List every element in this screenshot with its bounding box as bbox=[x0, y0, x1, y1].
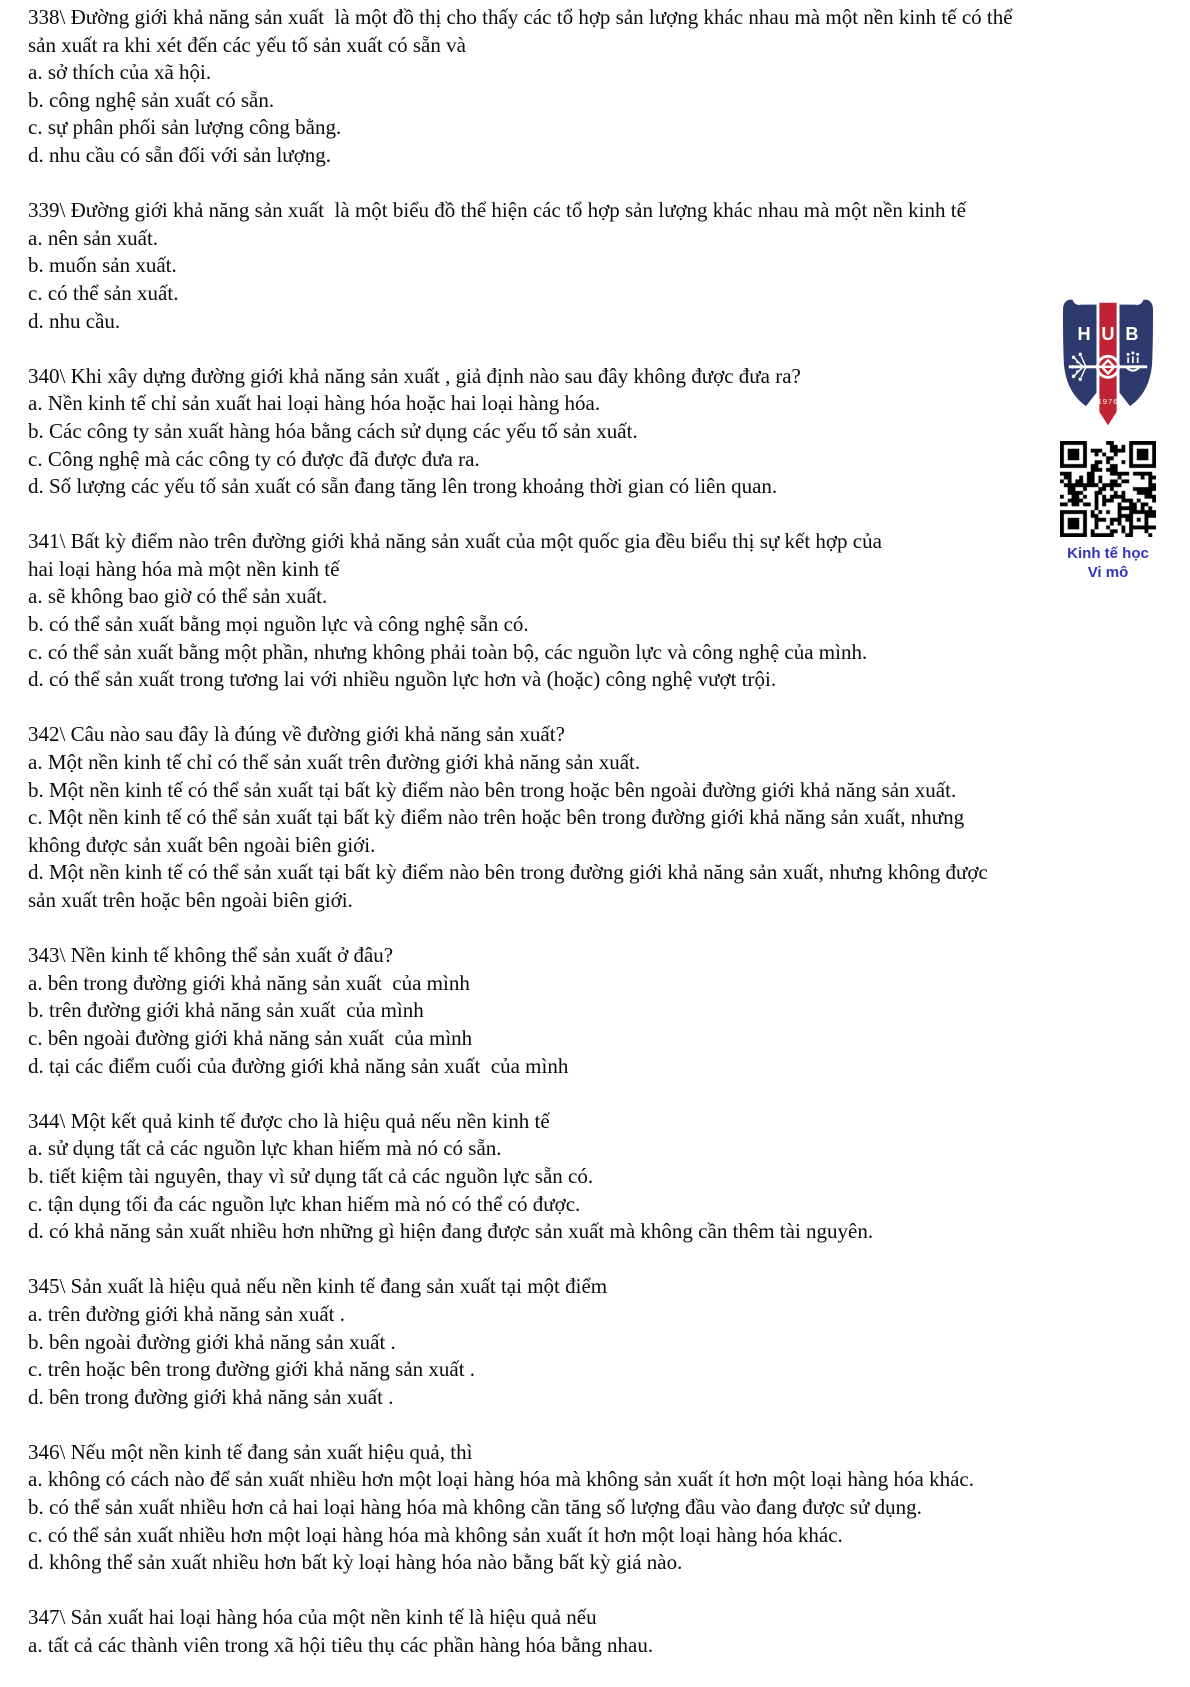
question-343 bbox=[28, 942, 1178, 1080]
text-line: a. Nền kinh tế chỉ sản xuất hai loại hàng hóa hoặc hai loại hàng hóa. bbox=[28, 391, 601, 416]
qr-caption bbox=[1056, 544, 1160, 582]
text-line: 345\ Sản xuất là hiệu quả nếu nền kinh tế đang sản xuất tại một điểm bbox=[28, 1274, 608, 1299]
text-line: a. tất cả các thành viên trong xã hội tiêu thụ các phần hàng hóa bằng nhau. bbox=[28, 1633, 654, 1658]
text-line: 343\ Nền kinh tế không thể sản xuất ở đâu? bbox=[28, 943, 394, 968]
text-line: 344\ Một kết quả kinh tế được cho là hiệu quả nếu nền kinh tế bbox=[28, 1108, 550, 1133]
text-line: a. sở thích của xã hội. bbox=[28, 60, 212, 85]
qr-code bbox=[1060, 441, 1156, 537]
text-line: b. muốn sản xuất. bbox=[28, 253, 177, 278]
text-line: d. không thể sản xuất nhiều hơn bất kỳ loại hàng hóa nào bằng bất kỳ giá nào. bbox=[28, 1550, 683, 1575]
text-line: c. trên hoặc bên trong đường giới khả năng sản xuất . bbox=[28, 1357, 476, 1382]
text-line: b. có thể sản xuất nhiều hơn cả hai loại hàng hóa mà không cần tăng số lượng đầu vào đang được sử dụng. bbox=[28, 1495, 922, 1520]
text-line: a. sẽ không bao giờ có thể sản xuất. bbox=[28, 584, 328, 609]
text-line: d. nhu cầu. bbox=[28, 308, 121, 333]
text-line: c. có thể sản xuất. bbox=[28, 280, 179, 305]
text-line: 341\ Bất kỳ điểm nào trên đường giới khả năng sản xuất của một quốc gia đều biểu thị sự kết hợp của bbox=[28, 529, 882, 554]
text-line: d. có thể sản xuất trong tương lai với nhiều nguồn lực hơn và (hoặc) công nghệ vượt trội. bbox=[28, 667, 777, 692]
text-line: c. có thể sản xuất nhiều hơn một loại hàng hóa mà không sản xuất ít hơn một loại hàng hóa khác. bbox=[28, 1522, 843, 1547]
text-line: a. bên trong đường giới khả năng sản xuất của mình bbox=[28, 970, 470, 995]
text-line: 340\ Khi xây dựng đường giới khả năng sản xuất , giả định nào sau đây không được đưa ra? bbox=[28, 363, 801, 388]
shield-right-panel bbox=[1119, 300, 1153, 406]
hub-logo bbox=[1060, 296, 1156, 435]
text-line: b. công nghệ sản xuất có sẵn. bbox=[28, 87, 275, 112]
text-line: a. Một nền kinh tế chỉ có thể sản xuất trên đường giới khả năng sản xuất. bbox=[28, 750, 641, 775]
logo-letter-u: U bbox=[1101, 324, 1115, 345]
text-line: 339\ Đường giới khả năng sản xuất là một biểu đồ thể hiện các tổ hợp sản lượng khác nhau mà một nền kinh tế bbox=[28, 198, 966, 223]
text-line: không được sản xuất bên ngoài biên giới. bbox=[28, 832, 376, 857]
text-line: hai loại hàng hóa mà một nền kinh tế bbox=[28, 556, 340, 581]
question-347 bbox=[28, 1604, 1178, 1659]
text-line: c. Một nền kinh tế có thể sản xuất tại bất kỳ điểm nào trên hoặc bên trong đường giới khả năng sản xuất, nhưng bbox=[28, 805, 965, 830]
text-line: 338\ Đường giới khả năng sản xuất là một đồ thị cho thấy các tổ hợp sản lượng khác nhau mà một nền kinh tế có thể bbox=[28, 5, 1013, 29]
text-line: b. bên ngoài đường giới khả năng sản xuất . bbox=[28, 1329, 396, 1354]
text-line: b. trên đường giới khả năng sản xuất của mình bbox=[28, 998, 424, 1023]
text-line: d. Số lượng các yếu tố sản xuất có sẵn đang tăng lên trong khoảng thời gian có liên quan. bbox=[28, 474, 778, 499]
text-line: b. có thể sản xuất bằng mọi nguồn lực và công nghệ sẵn có. bbox=[28, 612, 529, 637]
question-345 bbox=[28, 1273, 1178, 1411]
question-340 bbox=[28, 363, 1178, 501]
logo-year: 1976 bbox=[1097, 397, 1119, 407]
qr-caption-line1: Kinh tế học bbox=[1067, 545, 1149, 562]
question-list bbox=[28, 4, 1178, 1687]
text-line: c. tận dụng tối đa các nguồn lực khan hiếm mà nó có thể có được. bbox=[28, 1191, 581, 1216]
text-line: 347\ Sản xuất hai loại hàng hóa của một nền kinh tế là hiệu quả nếu bbox=[28, 1605, 597, 1630]
question-346 bbox=[28, 1439, 1178, 1577]
text-line: a. trên đường giới khả năng sản xuất . bbox=[28, 1301, 346, 1326]
question-342 bbox=[28, 721, 1178, 914]
question-341 bbox=[28, 528, 1178, 694]
text-line: c. bên ngoài đường giới khả năng sản xuất của mình bbox=[28, 1025, 473, 1050]
text-line: c. có thể sản xuất bằng một phần, nhưng không phải toàn bộ, các nguồn lực và công nghệ của mình. bbox=[28, 639, 868, 664]
question-344 bbox=[28, 1108, 1178, 1246]
question-339 bbox=[28, 197, 1178, 335]
text-line: sản xuất trên hoặc bên ngoài biên giới. bbox=[28, 888, 353, 912]
shield-red-stripe bbox=[1099, 303, 1116, 426]
text-line: a. sử dụng tất cả các nguồn lực khan hiếm mà nó có sẵn. bbox=[28, 1136, 502, 1161]
text-line: d. có khả năng sản xuất nhiều hơn những gì hiện đang được sản xuất mà không cần thêm tài nguyên. bbox=[28, 1219, 874, 1244]
text-line: c. sự phân phối sản lượng công bằng. bbox=[28, 115, 342, 140]
text-line: d. tại các điểm cuối của đường giới khả năng sản xuất của mình bbox=[28, 1053, 569, 1078]
text-line: sản xuất ra khi xét đến các yếu tố sản xuất có sẵn và bbox=[28, 32, 466, 57]
text-line: a. nên sản xuất. bbox=[28, 225, 159, 250]
text-line: c. Công nghệ mà các công ty có được đã được đưa ra. bbox=[28, 446, 480, 471]
text-line: b. tiết kiệm tài nguyên, thay vì sử dụng tất cả các nguồn lực sẵn có. bbox=[28, 1163, 594, 1188]
qr-code-canvas bbox=[1060, 441, 1156, 537]
text-line: 342\ Câu nào sau đây là đúng về đường giới khả năng sản xuất? bbox=[28, 722, 565, 747]
hub-shield-icon bbox=[1060, 296, 1156, 430]
logo-letter-b: B bbox=[1125, 324, 1139, 345]
text-line: b. Một nền kinh tế có thể sản xuất tại bất kỳ điểm nào bên trong hoặc bên ngoài đường giới khả năng sản xuất. bbox=[28, 777, 957, 802]
branding-block bbox=[1056, 296, 1160, 582]
text-line: d. nhu cầu có sẵn đối với sản lượng. bbox=[28, 142, 332, 167]
qr-caption-line2: Vi mô bbox=[1087, 564, 1129, 581]
text-line: a. không có cách nào để sản xuất nhiều hơn một loại hàng hóa mà không sản xuất ít hơn một loại hàng hóa khác. bbox=[28, 1467, 974, 1492]
logo-letter-h: H bbox=[1077, 324, 1091, 345]
question-338 bbox=[28, 4, 1178, 170]
text-line: b. Các công ty sản xuất hàng hóa bằng cách sử dụng các yếu tố sản xuất. bbox=[28, 418, 638, 443]
text-line: d. bên trong đường giới khả năng sản xuất . bbox=[28, 1384, 394, 1409]
text-line: d. Một nền kinh tế có thể sản xuất tại bất kỳ điểm nào bên trong đường giới khả năng sản xuất, nhưng không được bbox=[28, 860, 988, 885]
text-line: 346\ Nếu một nền kinh tế đang sản xuất hiệu quả, thì bbox=[28, 1439, 473, 1464]
